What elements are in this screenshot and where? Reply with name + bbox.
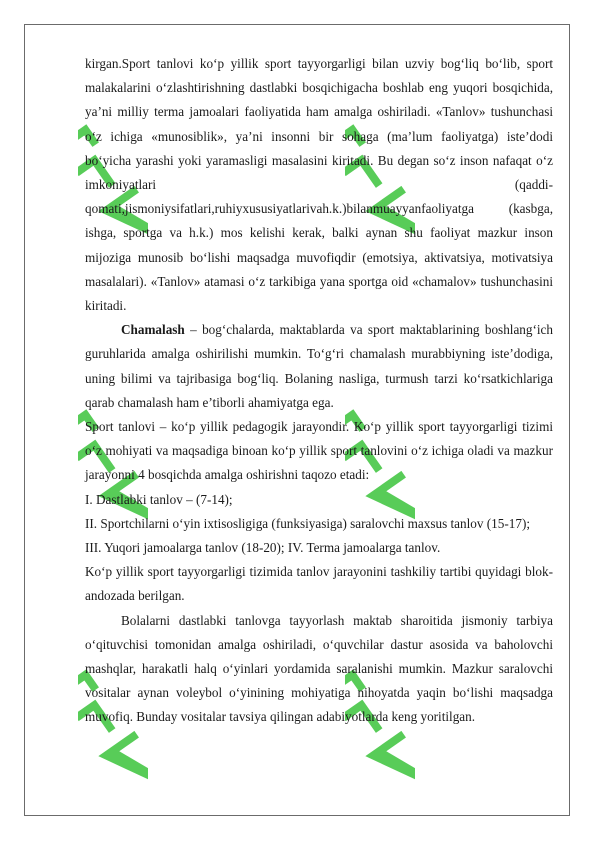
stage-item-1: I. Dastlabki tanlov – (7-14); [85,491,233,507]
document-body [85,52,553,730]
chamalash-definition: – bog‘chalarda, maktablarda va sport maktablarining boshlang‘ich guruhlarida amalga oshirilishi mumkin. To‘g‘ri chamalash murabbiyning iste’dodiga, uning bilimi va tajribasiga bog‘liq. Bolaning nasliga, turmush tarzi ko‘rsatkichlariga qarab chamalash ham e’tiborli ahamiyatga ega. [85,322,553,410]
stage-item-2: II. Sportchilarni o‘yin ixtisosligiga (funksiyasiga) saralovchi maxsus tanlov (15-17); [85,515,530,531]
paragraph-bolalar: Bolalarni dastlabki tanlovga tayyorlash maktab sharoitida jismoniy tarbiya o‘qituvchisi tomonidan amalga oshiriladi, o‘quvchilar dastur asosida va baholovchi mashqlar, harakatli halq o‘yinlari yordamida saralanishi mumkin. Mazkur saralovchi vositalar aynan voleybol o‘yinining mohiyatiga nihoyatda yaqin bo‘lishi maqsadga muvofiq. Bunday vositalar tavsiya qilingan adabiyotlarda keng yoritilgan. [85,612,553,725]
stage-item-3-4: III. Yuqori jamoalarga tanlov (18-20); IV. Terma jamoalarga tanlov. [85,540,441,556]
paragraph-blok-andoza: Ko‘p yillik sport tayyorgarligi tizimida tanlov jarayonini tashkiliy tartibi quyidagi blok-andozada berilgan. [85,564,553,604]
term-chamalash: Chamalash [121,322,185,338]
paragraph-tanlov: kirgan.Sport tanlovi ko‘p yillik sport tayyorgarligi bilan uzviy bog‘liq bo‘lib, sport malakalarini o‘zlashtirishning dastlabki bosqichigacha boshlab eng yuqori bosqichida, ya’ni milliy terma jamoalari faoliyatida ham amalga oshiriladi. «Tanlov» tushunchasi o‘z ichiga «munosiblik», ya’ni insonni bir sohaga (ma’lum faoliyatga) iste’dodi bo‘yicha yarashi yoki yaramasligi masalasini kiritadi. Bu degan so‘z inson nafaqat o‘z imkoniyatlari (qaddi-qomati,jismoniysifatlari,ruhiyxususiyatlarivah.k.)bilanmuayyanfaoliyatga (kasbga, ishga, sportga va h.k.) mos kelishi kerak, balki aynan shu faoliyat mazkur inson mijoziga munosib bo‘lishi maqsadga muvofiqdir (emotsiya, aktivatsiya, motivatsiya masalalari). «Tanlov» atamasi o‘z tarkibiga yana sportga oid «chamalov» tushunchasini kiritadi. [85,56,553,314]
paragraph-chamalash [85,318,553,415]
paragraph-sport-tanlovi: Sport tanlovi – ko‘p yillik pedagogik jarayondir. Ko‘p yillik sport tayyorgarligi tizimi o‘z mohiyati va maqsadiga binoan ko‘p yillik sport tanlovini o‘z ichiga oladi va mazkur jarayonni 4 bosqichda amalga oshirishni taqozo etadi: [85,419,553,483]
